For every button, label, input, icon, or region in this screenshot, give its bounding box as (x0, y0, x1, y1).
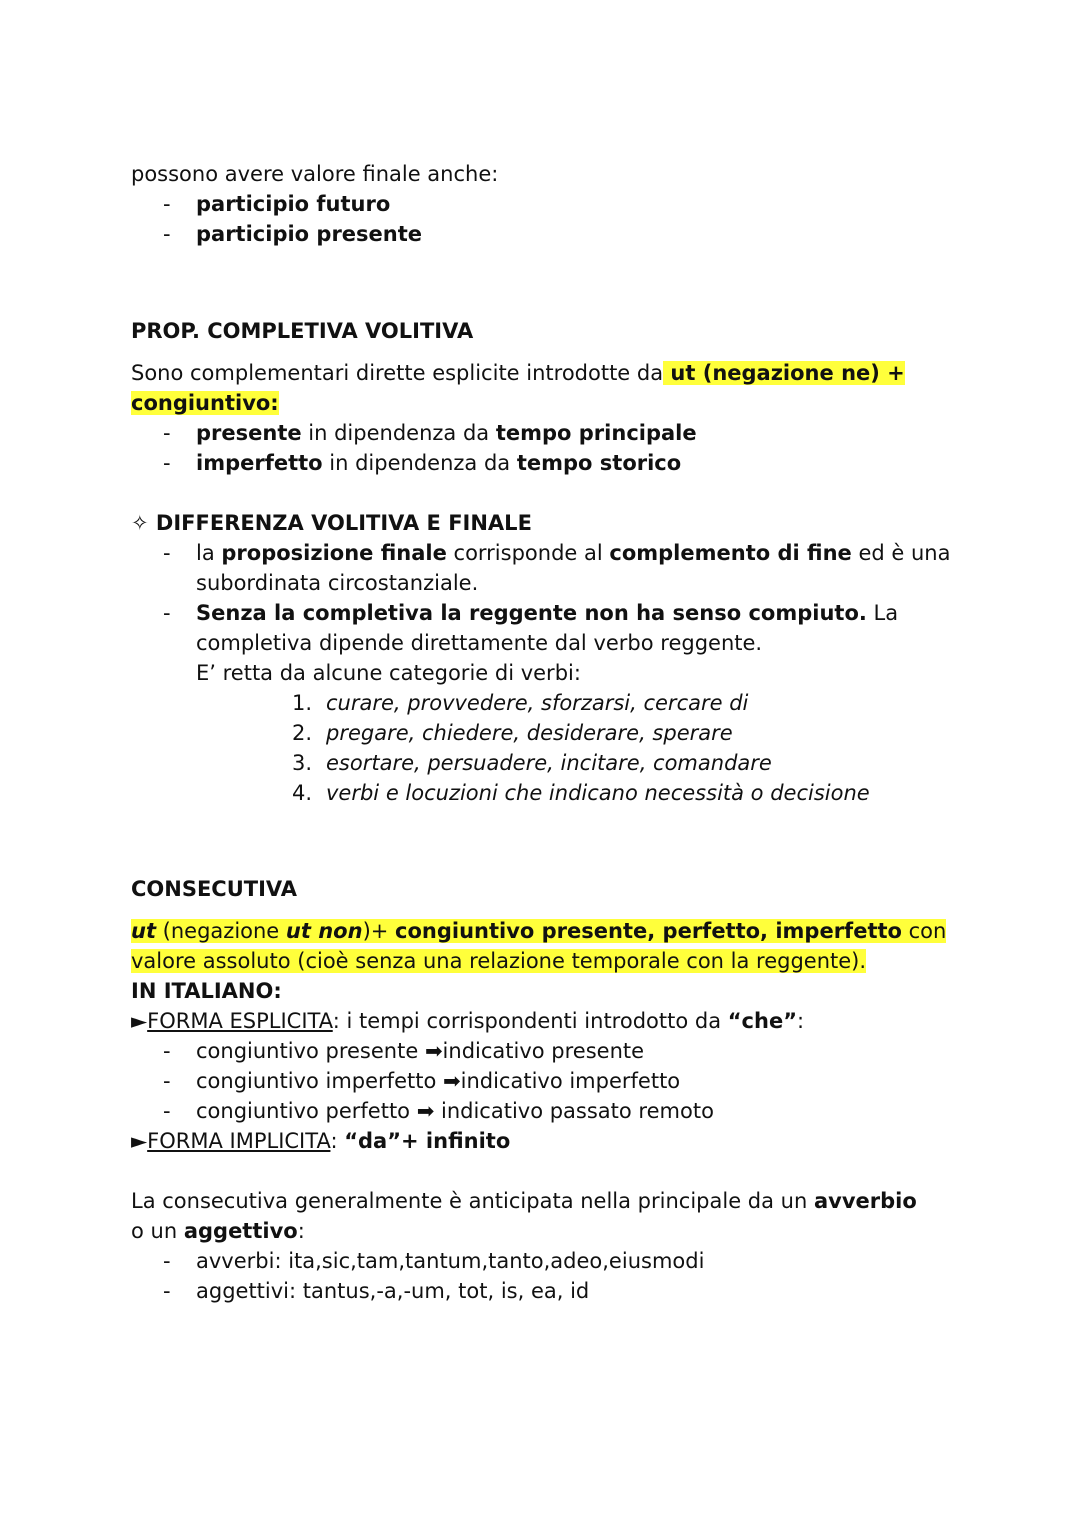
right-arrow-icon: ➡ (416, 1099, 435, 1123)
differenza-item-2-line2: completiva dipende direttamente dal verbo reggente. (196, 631, 763, 655)
verb-list-item-1 (292, 688, 748, 718)
consecutiva-line2 (131, 946, 866, 976)
mapping-item-2 (196, 1066, 680, 1096)
text: La consecutiva generalmente è anticipata nella principale da un (131, 1189, 814, 1213)
bold-term: Senza la completiva la reggente non ha senso compiuto. (196, 601, 867, 625)
text: (negazione (156, 919, 286, 943)
section-heading-consecutiva: CONSECUTIVA (131, 877, 297, 901)
consecutiva-paragraph-line1 (131, 1186, 917, 1216)
in-italiano-label: IN ITALIANO: (131, 979, 282, 1003)
text: in dipendenza da (301, 421, 496, 445)
list-dash: - (163, 421, 171, 445)
mapping-item-3 (196, 1096, 714, 1126)
list-dash: - (163, 192, 171, 216)
right-arrow-icon: ➡ (424, 1039, 443, 1063)
text: congiuntivo imperfetto (196, 1069, 443, 1093)
bold-term: ut non (285, 919, 363, 943)
differenza-item-2-line3: E’ retta da alcune categorie di verbi: (196, 661, 581, 685)
volitiva-item-1 (196, 418, 697, 448)
text: curare, provvedere, sforzarsi, cercare di (326, 691, 749, 715)
list-dash: - (163, 1039, 171, 1063)
bold-term: complemento di fine (609, 541, 852, 565)
list-number: 1. (292, 691, 313, 715)
forma-implicita-line (131, 1126, 510, 1156)
section-heading-volitiva: PROP. COMPLETIVA VOLITIVA (131, 319, 474, 343)
bold-term: aggettivo (183, 1219, 298, 1243)
text: con (901, 919, 947, 943)
bold-term: presente (196, 421, 302, 445)
text: : (297, 1219, 305, 1243)
list-number: 2. (292, 721, 313, 745)
triangle-arrow-icon: ► (131, 1129, 148, 1153)
list-dash: - (163, 541, 171, 565)
verb-list-item-3 (292, 748, 772, 778)
star-bullet-icon: ✧ (131, 511, 149, 535)
list-dash: - (163, 1069, 171, 1093)
avverbi-item: avverbi: ita,sic,tam,tantum,tanto,adeo,eiusmodi (196, 1249, 705, 1273)
list-dash: - (163, 451, 171, 475)
underlined-label: FORMA IMPLICITA (147, 1129, 331, 1153)
forma-esplicita-line (131, 1006, 804, 1036)
volitiva-item-2 (196, 448, 681, 478)
text: )+ (362, 919, 396, 943)
list-dash: - (163, 1249, 171, 1273)
list-number: 3. (292, 751, 313, 775)
text: indicativo presente (442, 1039, 645, 1063)
volitiva-text: Sono complementari dirette esplicite introdotte da (131, 361, 664, 385)
list-number: 4. (292, 781, 313, 805)
highlight-text: ut (negazione ne) + (663, 361, 905, 385)
text: ed è una (851, 541, 951, 565)
list-dash: - (163, 222, 171, 246)
highlight-text: congiuntivo: (131, 391, 279, 415)
text: o un (131, 1219, 184, 1243)
bold-term: avverbio (813, 1189, 917, 1213)
bold-term: “che” (727, 1009, 797, 1033)
mapping-item-1 (196, 1036, 644, 1066)
heading-text: DIFFERENZA VOLITIVA E FINALE (155, 511, 532, 535)
right-arrow-icon: ➡ (443, 1069, 461, 1093)
underlined-label: FORMA ESPLICITA (147, 1009, 333, 1033)
volitiva-paragraph-line2 (131, 388, 279, 418)
list-dash: - (163, 1279, 171, 1303)
bold-term: congiuntivo presente, perfetto, imperfetto (395, 919, 902, 943)
differenza-item-1-line2: subordinata circostanziale. (196, 571, 479, 595)
text: : (797, 1009, 805, 1033)
text: indicativo passato remoto (434, 1099, 714, 1123)
bold-term: ut (131, 919, 156, 943)
triangle-arrow-icon: ► (131, 1009, 148, 1033)
bold-term: tempo principale (495, 421, 697, 445)
list-dash: - (163, 1099, 171, 1123)
text: esortare, persuadere, incitare, comandare (326, 751, 772, 775)
aggettivi-item: aggettivi: tantus,-a,-um, tot, is, ea, id (196, 1279, 590, 1303)
text: in dipendenza da (322, 451, 517, 475)
differenza-item-2-line1 (196, 598, 898, 628)
text: : i tempi corrispondenti introdotto da (332, 1009, 728, 1033)
intro-item-2: participio presente (196, 222, 423, 246)
volitiva-paragraph-line1 (131, 358, 905, 388)
text: congiuntivo perfetto (196, 1099, 417, 1123)
section-heading-differenza (131, 508, 532, 538)
text: verbi e locuzioni che indicano necessità o decisione (326, 781, 870, 805)
bold-term: imperfetto (196, 451, 323, 475)
text: indicativo imperfetto (460, 1069, 681, 1093)
text: pregare, chiedere, desiderare, sperare (326, 721, 733, 745)
highlight-text: valore assoluto (cioè senza una relazione temporale con la reggente). (131, 949, 867, 973)
text: corrisponde al (446, 541, 610, 565)
intro-text: possono avere valore finale anche: (131, 162, 499, 186)
verb-list-item-4 (292, 778, 870, 808)
consecutiva-line1 (131, 916, 946, 946)
text: : (330, 1129, 345, 1153)
intro-item-1: participio futuro (196, 192, 391, 216)
bold-term: proposizione finale (221, 541, 447, 565)
text: congiuntivo presente (196, 1039, 425, 1063)
text: la (196, 541, 222, 565)
text: La (866, 601, 899, 625)
bold-term: “da”+ infinito (344, 1129, 511, 1153)
consecutiva-paragraph-line2 (131, 1216, 305, 1246)
differenza-item-1-line1 (196, 538, 950, 568)
bold-term: tempo storico (516, 451, 682, 475)
list-dash: - (163, 601, 171, 625)
verb-list-item-2 (292, 718, 733, 748)
